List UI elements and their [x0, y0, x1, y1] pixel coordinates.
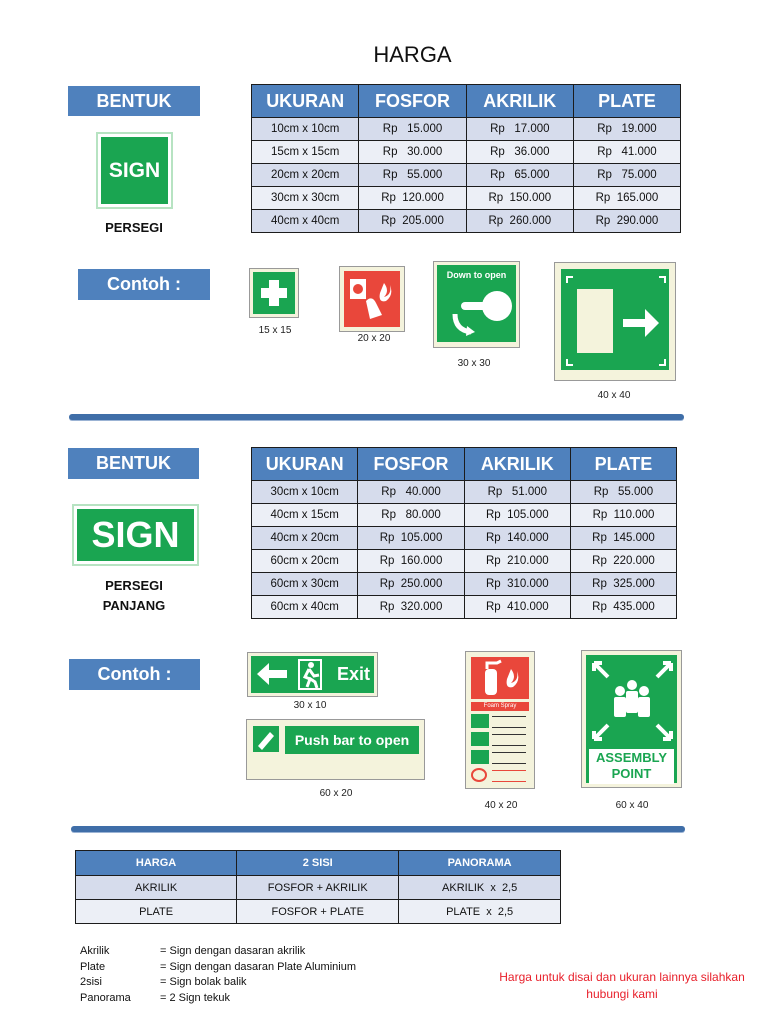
table-cell: 30cm x 10cm	[252, 481, 358, 504]
door-handle-icon	[437, 280, 518, 342]
contact-note-line: Harga untuk disai dan ukuran lainnya silahkan	[499, 970, 745, 984]
table-header-row	[252, 85, 681, 118]
table-row	[252, 187, 681, 210]
column-header: AKRILIK	[466, 85, 573, 118]
table-cell: Rp 19.000	[573, 118, 680, 141]
table-cell: Rp 75.000	[573, 164, 680, 187]
table-cell: Rp 51.000	[464, 481, 570, 504]
table-cell: 15cm x 15cm	[252, 141, 359, 164]
table-cell: 60cm x 40cm	[252, 596, 358, 619]
table-cell: Rp 250.000	[358, 573, 464, 596]
example-sign-text: Foam Spray	[471, 702, 529, 711]
example-sign-first-aid	[249, 268, 299, 318]
class-a-icon	[471, 714, 489, 728]
table-cell: Rp 80.000	[358, 504, 464, 527]
table-cell: Rp 55.000	[359, 164, 466, 187]
example-sign-text: Down to open	[446, 270, 507, 280]
legend-row	[80, 960, 400, 976]
exit-running-man-icon	[251, 656, 335, 693]
table-cell: Rp 105.000	[464, 504, 570, 527]
example-caption: 40 x 40	[597, 390, 631, 401]
column-header: UKURAN	[252, 448, 358, 481]
table-cell: Rp 55.000	[570, 481, 676, 504]
table-cell: Rp 65.000	[466, 164, 573, 187]
column-header: PLATE	[570, 448, 676, 481]
table-cell: Rp 150.000	[466, 187, 573, 210]
table-cell: 60cm x 30cm	[252, 573, 358, 596]
fire-extinguisher-icon	[471, 657, 531, 699]
table-cell: Rp 165.000	[573, 187, 680, 210]
example-caption: 15 x 15	[258, 325, 292, 336]
example-sign-fire-alarm	[339, 266, 405, 332]
legend-definition: = 2 Sign tekuk	[160, 991, 231, 1004]
table-cell: Rp 140.000	[464, 527, 570, 550]
legend-term: Panorama	[80, 991, 131, 1004]
table-cell: Rp 15.000	[359, 118, 466, 141]
table-cell: FOSFOR + PLATE	[237, 900, 399, 924]
prohibited-icon	[471, 768, 487, 782]
table-cell: Rp 220.000	[570, 550, 676, 573]
table-cell: 40cm x 40cm	[252, 210, 359, 233]
legend-row	[80, 944, 400, 960]
legend-term: Akrilik	[80, 945, 110, 957]
table-cell: Rp 290.000	[573, 210, 680, 233]
table-cell: Rp 320.000	[358, 596, 464, 619]
legend-term: Plate	[80, 960, 106, 973]
label-lines	[492, 770, 526, 782]
table-cell: 40cm x 20cm	[252, 527, 358, 550]
price-table-persegi	[251, 84, 681, 233]
legend-row	[80, 991, 400, 1007]
column-header: 2 SISI	[237, 851, 399, 876]
table-cell: 10cm x 10cm	[252, 118, 359, 141]
table-row	[252, 118, 681, 141]
table-cell: Rp 160.000	[358, 550, 464, 573]
table-cell: 40cm x 15cm	[252, 504, 358, 527]
table-cell: AKRILIK x 2,5	[399, 876, 561, 900]
label-lines	[492, 734, 526, 746]
table-cell: 30cm x 30cm	[252, 187, 359, 210]
class-b-icon	[471, 732, 489, 746]
table-body	[252, 118, 681, 233]
contoh-label: Contoh :	[78, 269, 210, 300]
table-body	[76, 876, 561, 924]
table-cell: Rp 36.000	[466, 141, 573, 164]
table-row	[252, 550, 677, 573]
example-sign-sliding-door	[554, 262, 676, 381]
additional-options-table	[75, 850, 561, 924]
example-sign-text: Push bar to open	[285, 726, 419, 754]
column-header: PANORAMA	[399, 851, 561, 876]
example-sign-text: Exit	[337, 664, 371, 684]
table-cell: Rp 210.000	[464, 550, 570, 573]
legend-definition: = Sign dengan dasaran Plate Aluminium	[160, 960, 356, 973]
table-cell: Rp 410.000	[464, 596, 570, 619]
square-sign-sample	[96, 132, 173, 209]
example-sign-exit	[247, 652, 378, 697]
table-cell: AKRILIK	[76, 876, 237, 900]
table-row	[252, 141, 681, 164]
push-bar-icon	[253, 726, 279, 752]
example-caption: 20 x 20	[357, 333, 391, 344]
column-header: AKRILIK	[464, 448, 570, 481]
table-header-row	[76, 851, 561, 876]
page-title: HARGA	[373, 42, 452, 67]
shape-label-line: PANJANG	[102, 598, 166, 613]
price-table-persegi-panjang	[251, 447, 677, 619]
table-cell: Rp 260.000	[466, 210, 573, 233]
bentuk-label: BENTUK	[68, 448, 199, 479]
table-cell: Rp 105.000	[358, 527, 464, 550]
fire-alarm-button-icon	[344, 271, 400, 327]
table-cell: Rp 40.000	[358, 481, 464, 504]
table-cell: Rp 120.000	[359, 187, 466, 210]
table-header-row	[252, 448, 677, 481]
table-body	[252, 481, 677, 619]
shape-label-line: PERSEGI	[105, 578, 163, 593]
table-cell: Rp 41.000	[573, 141, 680, 164]
table-cell: 20cm x 20cm	[252, 164, 359, 187]
table-cell: Rp 205.000	[359, 210, 466, 233]
legend-definition: = Sign dengan dasaran akrilik	[160, 945, 306, 957]
column-header: HARGA	[76, 851, 237, 876]
table-cell: Rp 145.000	[570, 527, 676, 550]
table-row	[252, 527, 677, 550]
table-cell: FOSFOR + AKRILIK	[237, 876, 399, 900]
first-aid-cross-icon	[253, 272, 295, 314]
sliding-door-arrow-icon	[561, 269, 671, 372]
legend-definition: = Sign bolak balik	[160, 976, 247, 988]
table-cell: 60cm x 20cm	[252, 550, 358, 573]
section-divider	[69, 414, 684, 420]
table-row	[76, 900, 561, 924]
contact-note	[486, 969, 758, 1003]
example-sign-push-bar	[246, 719, 425, 780]
assembly-point-label	[589, 749, 674, 784]
example-sign-text: ASSEMBLY	[595, 750, 668, 765]
example-sign-assembly-point	[581, 650, 682, 788]
column-header: FOSFOR	[358, 448, 464, 481]
example-caption: 40 x 20	[484, 800, 518, 811]
column-header: FOSFOR	[359, 85, 466, 118]
bentuk-label: BENTUK	[68, 86, 200, 116]
label-lines	[492, 752, 526, 764]
legend	[80, 944, 400, 1006]
shape-label-persegi: PERSEGI	[105, 220, 163, 235]
contact-note-line: hubungi kami	[586, 987, 658, 1001]
table-row	[252, 596, 677, 619]
example-sign-fire-extinguisher	[465, 651, 535, 789]
column-header: UKURAN	[252, 85, 359, 118]
example-caption: 60 x 20	[319, 788, 353, 799]
shape-label-persegi-panjang	[80, 576, 188, 616]
legend-row	[80, 975, 400, 991]
table-cell: Rp 17.000	[466, 118, 573, 141]
column-header: PLATE	[573, 85, 680, 118]
table-cell: Rp 435.000	[570, 596, 676, 619]
table-cell: Rp 30.000	[359, 141, 466, 164]
table-cell: PLATE	[76, 900, 237, 924]
section-divider	[71, 826, 685, 832]
table-row	[252, 210, 681, 233]
rectangle-sign-text: SIGN	[77, 509, 194, 561]
example-sign-text: POINT	[611, 766, 652, 781]
legend-term: 2sisi	[80, 976, 103, 988]
square-sign-text: SIGN	[101, 137, 168, 204]
contoh-label: Contoh :	[69, 659, 200, 690]
table-cell: PLATE x 2,5	[399, 900, 561, 924]
table-row	[252, 164, 681, 187]
example-caption: 60 x 40	[615, 800, 649, 811]
table-row	[76, 876, 561, 900]
assembly-point-icon	[586, 655, 679, 747]
electrical-icon	[471, 750, 489, 764]
table-row	[252, 573, 677, 596]
rectangle-sign-sample	[72, 504, 199, 566]
example-caption: 30 x 30	[457, 358, 491, 369]
label-lines	[492, 716, 526, 728]
table-cell: Rp 310.000	[464, 573, 570, 596]
table-row	[252, 504, 677, 527]
example-caption: 30 x 10	[293, 700, 327, 711]
example-sign-down-to-open	[433, 261, 520, 348]
table-row	[252, 481, 677, 504]
table-cell: Rp 110.000	[570, 504, 676, 527]
table-cell: Rp 325.000	[570, 573, 676, 596]
